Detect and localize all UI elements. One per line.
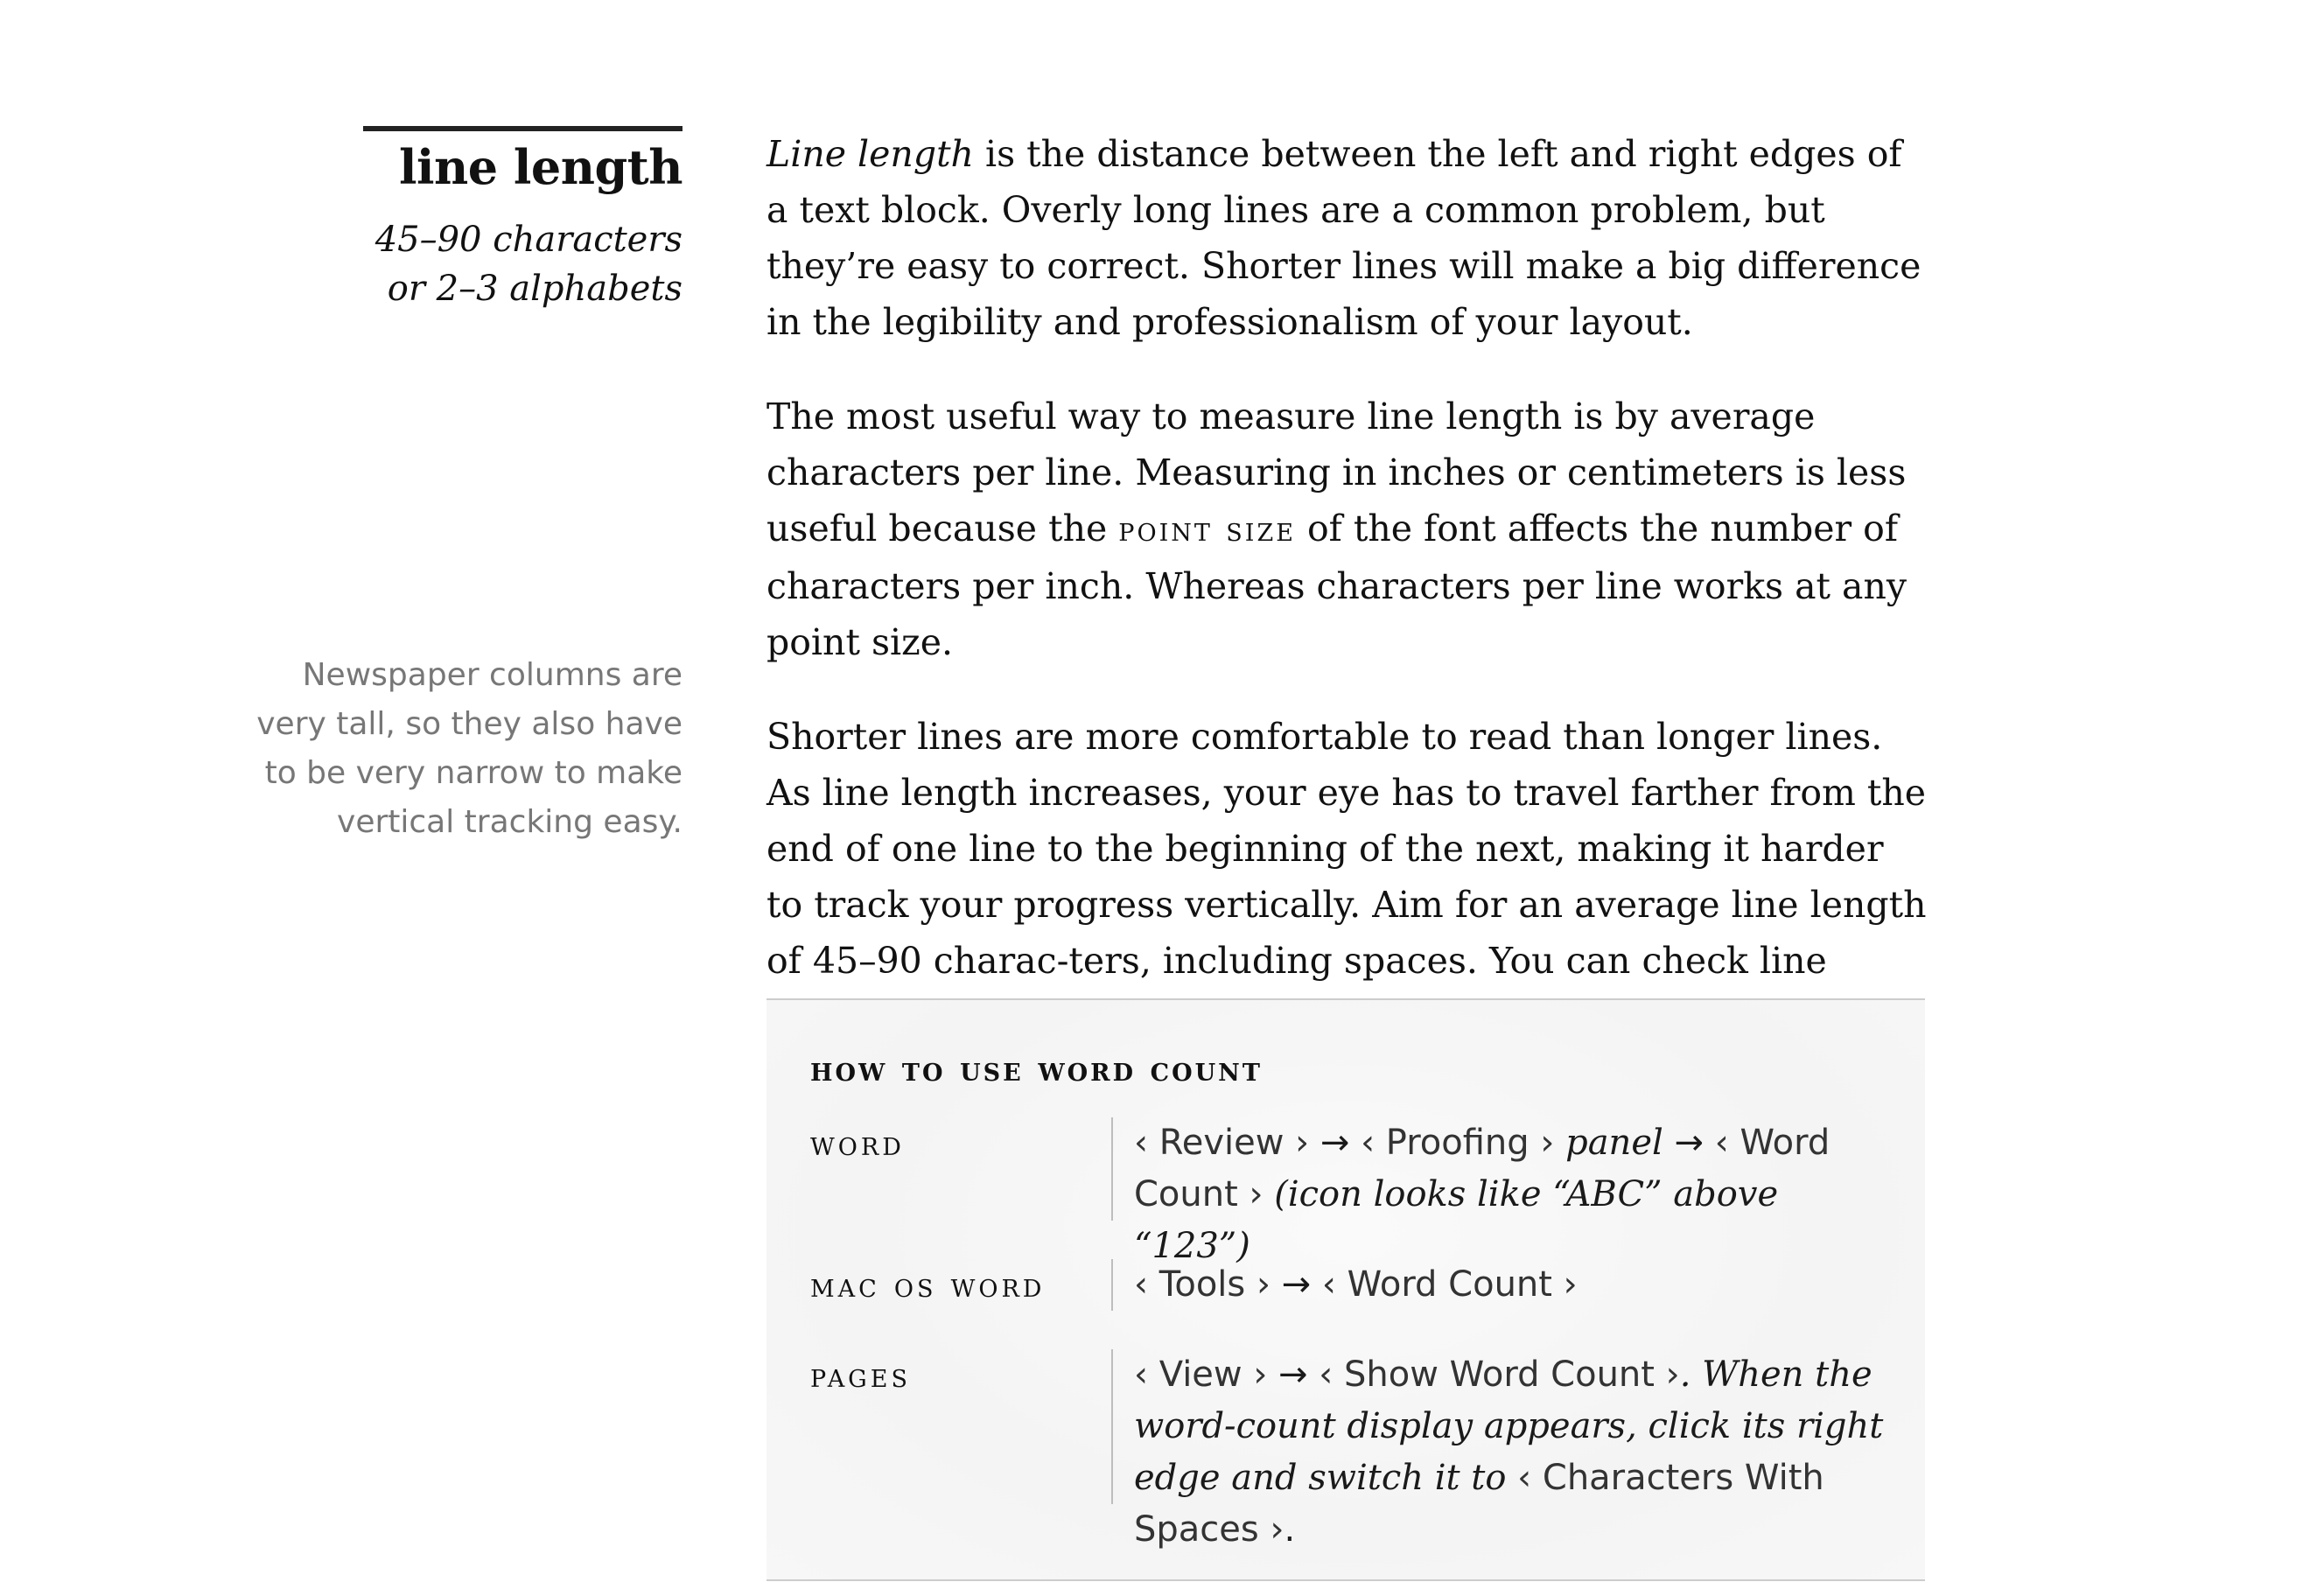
topic-title: line length: [398, 139, 682, 195]
menu-tools: ‹ Tools ›: [1134, 1264, 1270, 1305]
row-label-mac-os-word: mac os word: [810, 1266, 1046, 1305]
row-label-pages: pages: [810, 1356, 911, 1395]
paragraph-1: [766, 126, 1930, 350]
row-value-mac-os-word: [1111, 1259, 1895, 1311]
paragraph-2-text-a: The most useful way to measure line length is by average characters per line. Measuring in inches or centimeters is less useful because the: [766, 396, 1907, 550]
menu-proofing: ‹ Proofing ›: [1361, 1123, 1555, 1163]
topic-subtitle-line1: 45–90 characters: [374, 220, 682, 260]
arrow-icon: →: [1674, 1123, 1715, 1163]
word-count-box: [766, 998, 1925, 1581]
word-count-heading: how to use word count: [810, 1049, 1263, 1089]
paragraph-3: Shorter lines are more comfortable to read than longer lines. As line length increases, your eye has to travel farther from the end of one line to the beginning of the next, making it harder to track your progress vertically. Aim for an average line length of 45–90 charac-ters, including spaces. You can check line: [766, 716, 1927, 982]
row-value-word: [1111, 1117, 1895, 1266]
row-label-word: word: [810, 1124, 905, 1163]
row-value-pages: [1111, 1349, 1895, 1550]
paragraph-2: [766, 388, 1930, 670]
arrow-icon: →: [1309, 1123, 1362, 1163]
arrow-icon: →: [1270, 1264, 1322, 1305]
note-word-count-display: . When the word-count display appears, click its right edge and switch it to: [1134, 1354, 1884, 1498]
paragraph-2-text-b: of the font affects the number of characters per inch. Whereas characters per line works at any point size.: [766, 508, 1908, 663]
point-size-link[interactable]: point size: [1118, 510, 1296, 550]
period: .: [1284, 1509, 1296, 1550]
main-body: [766, 126, 1930, 1083]
arrow-icon: →: [1267, 1354, 1320, 1395]
term-line-length: Line length: [766, 133, 974, 175]
menu-word-count: ‹ Word Count ›: [1321, 1264, 1578, 1305]
note-icon-hint: (icon looks like “ABC” above “123”): [1134, 1174, 1779, 1266]
menu-review: ‹ Review ›: [1134, 1123, 1310, 1163]
paragraph-1-text: is the distance between the left and right edges of a text block. Overly long lines are a common problem, but they’re easy to correct. Shorter lines will make a big difference in the legibility and professionalism of your layout.: [766, 133, 1922, 343]
note-panel: panel: [1554, 1123, 1675, 1163]
menu-view: ‹ View ›: [1134, 1354, 1268, 1395]
topic-subtitle: [245, 215, 682, 313]
topic-rule: [363, 126, 682, 131]
option-characters-with-spaces: ‹ Characters With Spaces ›: [1134, 1458, 1824, 1550]
menu-show-word-count: ‹ Show Word Count ›: [1319, 1354, 1680, 1395]
topic-subtitle-line2: or 2–3 alphabets: [387, 269, 682, 309]
topic-heading: [245, 126, 682, 313]
menu-word-count: ‹ Word Count ›: [1134, 1123, 1830, 1214]
sidenote: Newspaper columns are very tall, so they also have to be very narrow to make vertical tracking easy.: [256, 657, 682, 840]
